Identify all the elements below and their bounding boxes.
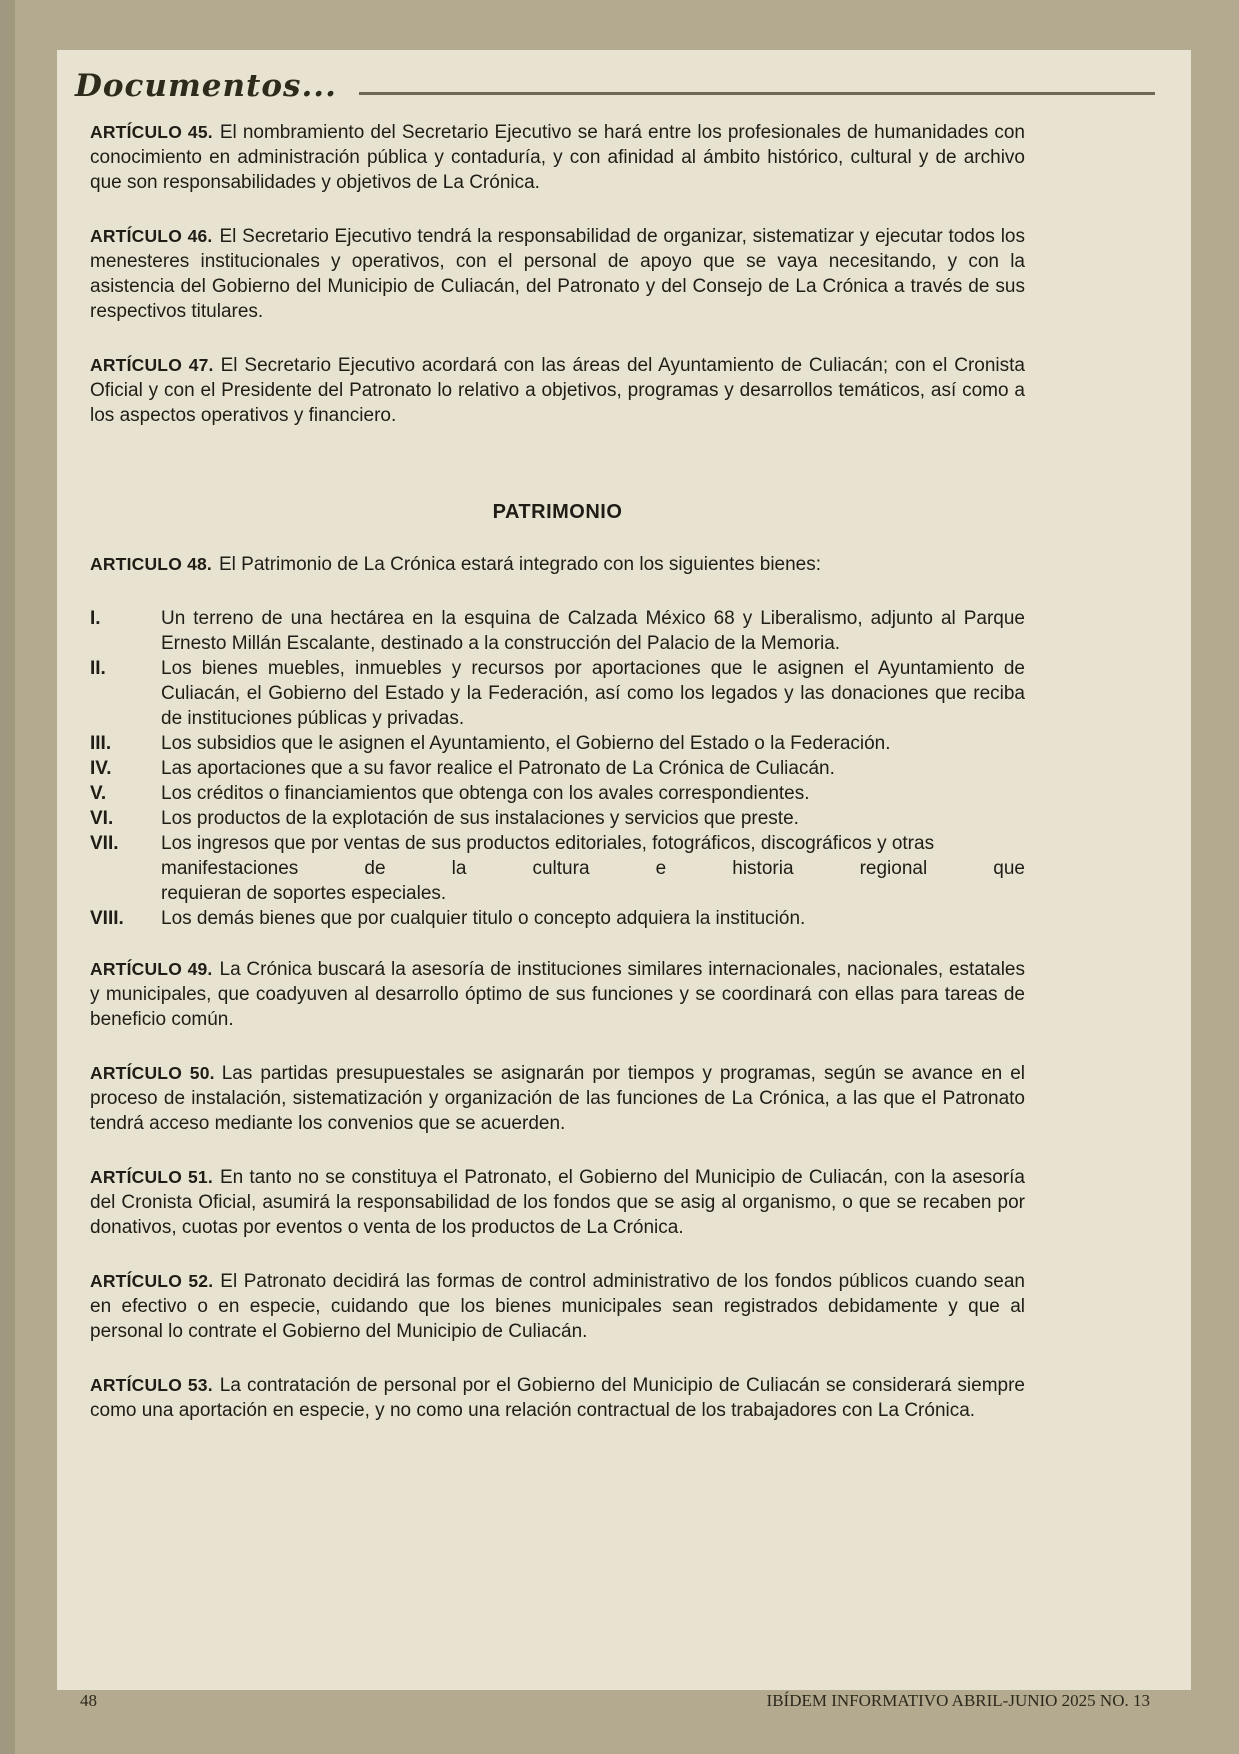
article-46-label: ARTÍCULO 46. bbox=[90, 226, 213, 246]
list-item-4-numeral: IV. bbox=[90, 758, 112, 779]
list-item-1-numeral: I. bbox=[90, 608, 101, 629]
page-title: Documentos... bbox=[75, 68, 337, 104]
list-item-2-text: Los bienes muebles, inmuebles y recursos por aportaciones que le asignen el Ayuntamiento de Culiacán, el Gobierno del Estado y la Federación, así como los legados y las donaciones que reciba de instituciones públicas y privadas. bbox=[161, 658, 1025, 729]
article-49-text: La Crónica buscará la asesoría de instituciones similares internacionales, nacionales, estatales y municipales, que coadyuven al desarrollo óptimo de sus funciones y se coordinará con ellas para tareas de beneficio común. bbox=[90, 959, 1025, 1030]
article-47-label: ARTÍCULO 47. bbox=[90, 355, 214, 375]
article-45-text: El nombramiento del Secretario Ejecutivo se hará entre los profesionales de humanidades con conocimiento en administración pública y contaduría, y con afinidad al ámbito histórico, cultural y de archivo que son responsabilidades y objetivos de La Crónica. bbox=[90, 122, 1025, 193]
article-51-label: ARTÍCULO 51. bbox=[90, 1167, 213, 1187]
page-number: 48 bbox=[80, 1691, 97, 1710]
article-46-text: El Secretario Ejecutivo tendrá la responsabilidad de organizar, sistematizar y ejecutar todos los menesteres institucionales y operativos, con el personal de apoyo que se vaya necesitando, y con la asistencia del Gobierno del Municipio de Culiacán, del Patronato y del Consejo de La Crónica a través de sus respectivos titulares. bbox=[90, 226, 1025, 322]
article-46 bbox=[90, 224, 1025, 324]
article-50-label: ARTÍCULO 50. bbox=[90, 1063, 215, 1083]
list-item-6-numeral: VI. bbox=[90, 808, 114, 829]
article-51-text: En tanto no se constituya el Patronato, el Gobierno del Municipio de Culiacán, con la asesoría del Cronista Oficial, asumirá la responsabilidad de los fondos que se asig al organismo, o que se recaben por donativos, cuotas por eventos o venta de los productos de La Crónica. bbox=[90, 1167, 1026, 1238]
list-item-3 bbox=[90, 731, 1025, 756]
article-45-label: ARTÍCULO 45. bbox=[90, 122, 213, 142]
article-49-label: ARTÍCULO 49. bbox=[90, 959, 213, 979]
section-heading-patrimonio: PATRIMONIO bbox=[492, 501, 623, 523]
list-item-4 bbox=[90, 756, 1025, 781]
list-item-2-numeral: II. bbox=[90, 658, 106, 679]
list-item-7-line3: requieran de soportes especiales. bbox=[161, 883, 447, 904]
article-53-text: La contratación de personal por el Gobierno del Municipio de Culiacán se considerará siempre como una aportación en especie, y no como una relación contractual de los trabajadores con La Crónica. bbox=[90, 1375, 1025, 1421]
document-body bbox=[57, 120, 1191, 1423]
list-item-4-text: Las aportaciones que a su favor realice el Patronato de La Crónica de Culiacán. bbox=[161, 758, 835, 779]
article-52-label: ARTÍCULO 52. bbox=[90, 1271, 214, 1291]
list-item-5-text: Los créditos o financiamientos que obtenga con los avales correspondientes. bbox=[161, 783, 810, 804]
list-item-8-text: Los demás bienes que por cualquier titulo o concepto adquiera la institución. bbox=[161, 908, 806, 929]
document-page bbox=[57, 50, 1191, 1690]
list-item-5-numeral: V. bbox=[90, 783, 107, 804]
list-item-7 bbox=[90, 831, 1025, 906]
article-52-text: El Patronato decidirá las formas de control administrativo de los fondos públicos cuando sean en efectivo o en especie, cuidando que los bienes municipales sean registrados debidamente y que al personal lo contrate el Gobierno del Municipio de Culiacán. bbox=[90, 1271, 1026, 1342]
page-footer bbox=[80, 1691, 1150, 1711]
article-52 bbox=[90, 1269, 1025, 1344]
article-48-label: ARTICULO 48. bbox=[90, 554, 212, 574]
list-item-8 bbox=[90, 906, 1025, 931]
patrimonio-list bbox=[90, 606, 1025, 931]
list-item-1-text: Un terreno de una hectárea en la esquina de Calzada México 68 y Liberalismo, adjunto al Parque Ernesto Millán Escalante, destinado a la construcción del Palacio de la Memoria. bbox=[161, 608, 1025, 654]
article-53-label: ARTÍCULO 53. bbox=[90, 1375, 213, 1395]
article-45 bbox=[90, 120, 1025, 195]
article-47-text: El Secretario Ejecutivo acordará con las áreas del Ayuntamiento de Culiacán; con el Cronista Oficial y con el Presidente del Patronato lo relativo a objetivos, programas y desarrollos temáticos, así como a los aspectos operativos y financiero. bbox=[90, 355, 1025, 426]
list-item-7-line2: manifestaciones de la cultura e historia regional que bbox=[161, 858, 1025, 879]
article-48 bbox=[90, 552, 1025, 577]
article-51 bbox=[90, 1165, 1025, 1240]
article-48-text: El Patrimonio de La Crónica estará integrado con los siguientes bienes: bbox=[219, 554, 822, 575]
list-item-7-line1: Los ingresos que por ventas de sus productos editoriales, fotográficos, discográficos y otras bbox=[161, 833, 935, 854]
article-50-text: Las partidas presupuestales se asignarán por tiempos y programas, según se avance en el proceso de instalación, sistematización y organización de las funciones de La Crónica, a las que el Patronato tendrá acceso mediante los convenios que se acuerden. bbox=[90, 1063, 1026, 1134]
list-item-7-text bbox=[161, 831, 1025, 906]
list-item-1 bbox=[90, 606, 1025, 656]
article-47 bbox=[90, 353, 1025, 428]
list-item-3-text: Los subsidios que le asignen el Ayuntamiento, el Gobierno del Estado o la Federación. bbox=[161, 733, 891, 754]
list-item-3-numeral: III. bbox=[90, 733, 112, 754]
list-item-6 bbox=[90, 806, 1025, 831]
page-header bbox=[57, 62, 1191, 104]
article-49 bbox=[90, 957, 1025, 1032]
list-item-6-text: Los productos de la explotación de sus instalaciones y servicios que preste. bbox=[161, 808, 799, 829]
list-item-7-numeral: VII. bbox=[90, 833, 119, 854]
article-50 bbox=[90, 1061, 1025, 1136]
article-53 bbox=[90, 1373, 1025, 1423]
list-item-5 bbox=[90, 781, 1025, 806]
list-item-2 bbox=[90, 656, 1025, 731]
list-item-8-numeral: VIII. bbox=[90, 908, 124, 929]
publication-info: IBÍDEM INFORMATIVO ABRIL-JUNIO 2025 NO. 13 bbox=[766, 1691, 1150, 1710]
header-rule bbox=[359, 92, 1155, 95]
